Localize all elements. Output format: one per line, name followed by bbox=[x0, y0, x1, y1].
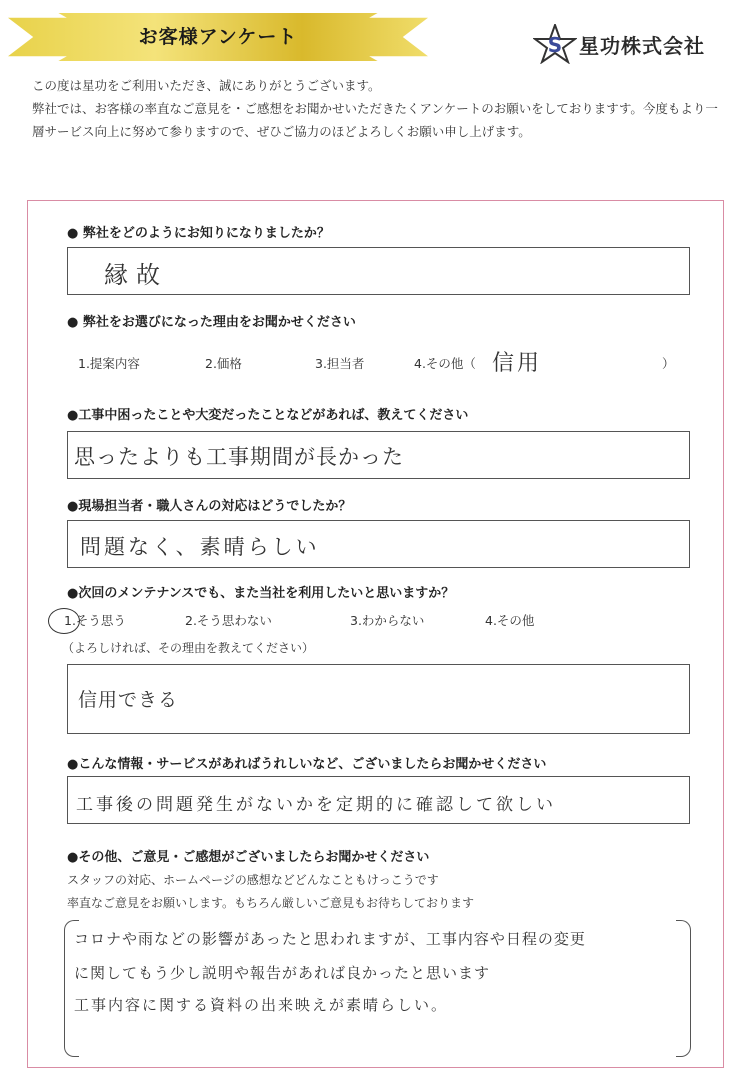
q7-note-2: 率直なご意見をお願いします。もちろん厳しいご意見もお待ちしております bbox=[67, 896, 475, 910]
q5-option-3[interactable]: 3.わからない bbox=[350, 613, 425, 628]
q5-option-1[interactable]: 1.そう思う bbox=[64, 613, 126, 628]
q2-other-answer: 信用 bbox=[492, 351, 543, 376]
title-banner bbox=[8, 13, 428, 61]
q1-title: ● 弊社をどのようにお知りになりましたか？ bbox=[67, 226, 330, 241]
q3-title: ●工事中困ったことや大変だったことなどがあれば、教えてください bbox=[67, 408, 469, 423]
svg-text:S: S bbox=[547, 33, 563, 57]
q1-answer: 縁故 bbox=[104, 261, 168, 289]
q5-option-2[interactable]: 2.そう思わない bbox=[185, 613, 272, 628]
star-logo-icon bbox=[533, 24, 577, 64]
q6-answer: 工事後の問題発生がないかを定期的に確認して欲しい bbox=[76, 795, 556, 815]
q4-title: ●現場担当者・職人さんの対応はどうでしたか？ bbox=[67, 499, 352, 514]
q5-reason-prompt: （よろしければ、その理由を教えてください） bbox=[62, 641, 315, 655]
intro-line-2: 弊社では、お客様の率直なご意見を・ご感想をお聞かせいただきたくアンケートのお願いをしておりますす。今度もより一層サービス向上に努めて参りますので、ぜひご協力のほどよろしくお願い申し上げます。 bbox=[32, 101, 718, 139]
q2-option-4[interactable]: 4.その他（ bbox=[414, 356, 476, 371]
q5-option-4[interactable]: 4.その他 bbox=[485, 613, 535, 628]
q7-bracket-right bbox=[676, 920, 691, 1057]
q7-answer-line-1: コロナや雨などの影響があったと思われますが、工事内容や日程の変更 bbox=[74, 930, 586, 948]
intro-line-1: この度は星功をご利用いただき、誠にありがとうございます。 bbox=[32, 78, 381, 93]
q5-answer: 信用できる bbox=[78, 689, 179, 711]
q5-reason-box[interactable] bbox=[67, 664, 690, 734]
q6-answer-box[interactable] bbox=[67, 776, 690, 824]
q2-option-1[interactable]: 1.提案内容 bbox=[78, 356, 140, 371]
q7-title: ●その他、ご意見・ご感想がございましたらお聞かせください bbox=[67, 850, 430, 865]
q4-answer: 問題なく、素晴らしい bbox=[80, 535, 320, 559]
q7-answer-line-2: に関してもう少し説明や報告があれば良かったと思います bbox=[74, 964, 491, 982]
intro-text bbox=[32, 74, 722, 143]
q5-title: ●次回のメンテナンスでも、また当社を利用したいと思いますか？ bbox=[67, 586, 455, 601]
q4-answer-box[interactable] bbox=[67, 520, 690, 568]
q6-title: ●こんな情報・サービスがあればうれしいなど、ございましたらお聞かせください bbox=[67, 757, 547, 772]
q7-note-1: スタッフの対応、ホームページの感想などどんなこともけっこうです bbox=[67, 873, 439, 887]
company-logo bbox=[533, 24, 705, 64]
q2-title: ● 弊社をお選びになった理由をお聞かせください bbox=[67, 315, 356, 330]
q3-answer: 思ったよりも工事期間が長かった bbox=[74, 445, 404, 469]
company-name: 星功株式会社 bbox=[579, 33, 705, 58]
q1-answer-box[interactable] bbox=[67, 247, 690, 295]
q2-option-2[interactable]: 2.価格 bbox=[205, 356, 242, 371]
q3-answer-box[interactable] bbox=[67, 431, 690, 479]
q7-answer-line-3: 工事内容に関する資料の出来映えが素晴らしい。 bbox=[74, 996, 449, 1014]
q2-close-paren: ） bbox=[662, 356, 675, 371]
page-title: お客様アンケート bbox=[138, 26, 298, 48]
q2-option-3[interactable]: 3.担当者 bbox=[315, 356, 365, 371]
